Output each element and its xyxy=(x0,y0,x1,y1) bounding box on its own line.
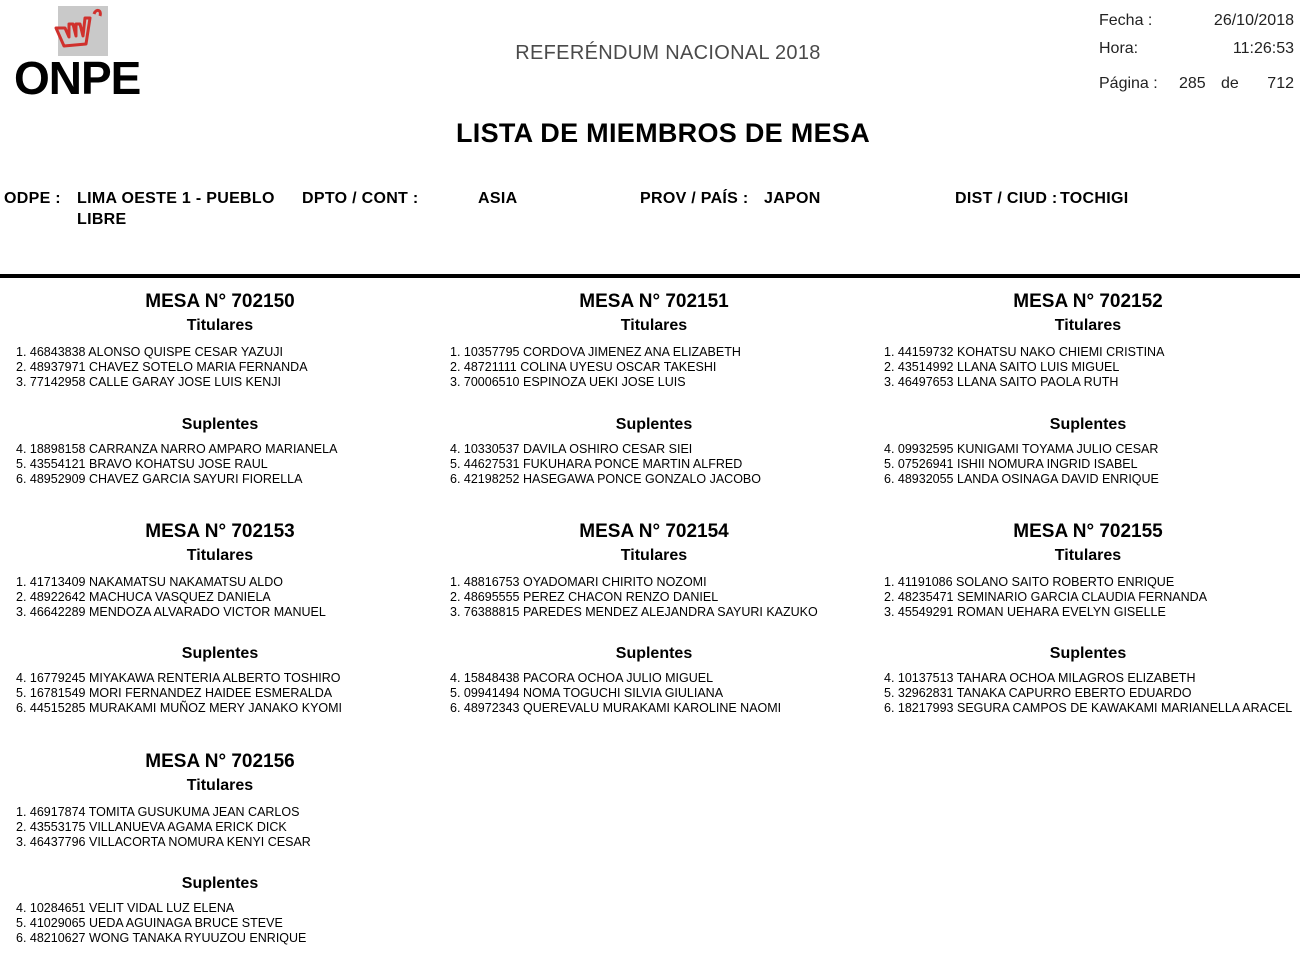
list-item: 2. 48721111 COLINA UYESU OSCAR TAKESHI xyxy=(450,360,717,374)
titulares-list xyxy=(16,345,308,390)
pagina-value: 285 xyxy=(1179,75,1206,92)
suplentes-heading: Suplentes xyxy=(181,416,259,433)
odpe-label: ODPE : xyxy=(4,190,61,207)
page-title: LISTA DE MIEMBROS DE MESA xyxy=(455,118,871,148)
titulares-list xyxy=(884,345,1164,390)
list-item: 3. 77142958 CALLE GARAY JOSE LUIS KENJI xyxy=(16,375,281,389)
list-item: 3. 45549291 ROMAN UEHARA EVELYN GISELLE xyxy=(884,605,1166,619)
prov-value: JAPON xyxy=(764,190,821,207)
odpe-value xyxy=(77,188,275,230)
list-item: 4. 10137513 TAHARA OCHOA MILAGROS ELIZABETH xyxy=(884,671,1196,685)
logo-text: ONPE xyxy=(14,52,141,104)
suplentes-heading: Suplentes xyxy=(181,875,259,892)
list-item: 1. 41713409 NAKAMATSU NAKAMATSU ALDO xyxy=(16,575,284,589)
list-item: 6. 48972343 QUEREVALU MURAKAMI KAROLINE NAOMI xyxy=(450,701,782,715)
mesa-title: MESA N° 702156 xyxy=(145,751,295,772)
list-item: 2. 43553175 VILLANUEVA AGAMA ERICK DICK xyxy=(16,820,287,834)
mesa-title: MESA N° 702155 xyxy=(1013,521,1163,542)
list-item: 4. 18898158 CARRANZA NARRO AMPARO MARIANELA xyxy=(16,442,338,456)
suplentes-list xyxy=(450,671,781,716)
list-item: 5. 41029065 UEDA AGUINAGA BRUCE STEVE xyxy=(16,916,283,930)
titulares-list xyxy=(16,575,326,620)
list-item: 5. 09941494 NOMA TOGUCHI SILVIA GIULIANA xyxy=(450,686,724,700)
list-item: 6. 18217993 SEGURA CAMPOS DE KAWAKAMI MARIANELLA ARACEL xyxy=(884,701,1293,715)
dist-value: TOCHIGI xyxy=(1060,190,1129,207)
list-item: 6. 48210627 WONG TANAKA RYUUZOU ENRIQUE xyxy=(16,931,307,945)
suplentes-heading: Suplentes xyxy=(1049,416,1127,433)
list-item: 1. 41191086 SOLANO SAITO ROBERTO ENRIQUE xyxy=(884,575,1175,589)
suplentes-list xyxy=(450,442,761,487)
dpto-label: DPTO / CONT : xyxy=(302,190,419,207)
titulares-list xyxy=(16,805,311,850)
titulares-heading: Titulares xyxy=(620,317,688,334)
mesa-title: MESA N° 702152 xyxy=(1013,291,1163,312)
list-item: 1. 48816753 OYADOMARI CHIRITO NOZOMI xyxy=(450,575,707,589)
total-pages: 712 xyxy=(1267,75,1294,92)
list-item: 2. 48937971 CHAVEZ SOTELO MARIA FERNANDA xyxy=(16,360,308,374)
list-item: 6. 44515285 MURAKAMI MUÑOZ MERY JANAKO KYOMI xyxy=(16,701,343,715)
titulares-heading: Titulares xyxy=(620,547,688,564)
list-item: 4. 15848438 PACORA OCHOA JULIO MIGUEL xyxy=(450,671,714,685)
prov-label: PROV / PAÍS : xyxy=(640,190,749,207)
list-item: 5. 32962831 TANAKA CAPURRO EBERTO EDUARDO xyxy=(884,686,1192,700)
header-divider xyxy=(0,274,1300,278)
list-item: 1. 46843838 ALONSO QUISPE CESAR YAZUJI xyxy=(16,345,284,359)
list-item: 5. 43554121 BRAVO KOHATSU JOSE RAUL xyxy=(16,457,268,471)
dpto-value: ASIA xyxy=(478,190,518,207)
suplentes-list xyxy=(16,901,306,946)
fecha-value: 26/10/2018 xyxy=(1213,12,1294,29)
election-name: REFERÉNDUM NACIONAL 2018 xyxy=(515,42,821,64)
suplentes-list xyxy=(884,671,1292,716)
list-item: 1. 46917874 TOMITA GUSUKUMA JEAN CARLOS xyxy=(16,805,300,819)
titulares-heading: Titulares xyxy=(1054,317,1122,334)
list-item: 6. 48932055 LANDA OSINAGA DAVID ENRIQUE xyxy=(884,472,1159,486)
titulares-heading: Titulares xyxy=(186,777,254,794)
suplentes-heading: Suplentes xyxy=(615,416,693,433)
titulares-heading: Titulares xyxy=(186,317,254,334)
list-item: 2. 48695555 PEREZ CHACON RENZO DANIEL xyxy=(450,590,719,604)
de-label: de xyxy=(1221,75,1239,92)
list-item: 4. 10330537 DAVILA OSHIRO CESAR SIEI xyxy=(450,442,693,456)
suplentes-list xyxy=(16,671,342,716)
suplentes-heading: Suplentes xyxy=(615,645,693,662)
mesa-title: MESA N° 702153 xyxy=(145,521,295,542)
list-item: 1. 44159732 KOHATSU NAKO CHIEMI CRISTINA xyxy=(884,345,1165,359)
list-item: 4. 09932595 KUNIGAMI TOYAMA JULIO CESAR xyxy=(884,442,1159,456)
list-item: 2. 48922642 MACHUCA VASQUEZ DANIELA xyxy=(16,590,271,604)
list-item: 6. 42198252 HASEGAWA PONCE GONZALO JACOBO xyxy=(450,472,761,486)
suplentes-heading: Suplentes xyxy=(1049,645,1127,662)
suplentes-list xyxy=(16,442,337,487)
list-item: 6. 48952909 CHAVEZ GARCIA SAYURI FIORELLA xyxy=(16,472,303,486)
titulares-list xyxy=(450,575,818,620)
list-item: 3. 70006510 ESPINOZA UEKI JOSE LUIS xyxy=(450,375,686,389)
list-item: 3. 46437796 VILLACORTA NOMURA KENYI CESAR xyxy=(16,835,311,849)
list-item: 3. 76388815 PAREDES MENDEZ ALEJANDRA SAYURI KAZUKO xyxy=(450,605,818,619)
list-item: 4. 10284651 VELIT VIDAL LUZ ELENA xyxy=(16,901,235,915)
list-item: 4. 16779245 MIYAKAWA RENTERIA ALBERTO TOSHIRO xyxy=(16,671,341,685)
titulares-heading: Titulares xyxy=(1054,547,1122,564)
hora-label: Hora: xyxy=(1099,40,1139,57)
list-item: 1. 10357795 CORDOVA JIMENEZ ANA ELIZABETH xyxy=(450,345,741,359)
fecha-label: Fecha : xyxy=(1099,12,1153,29)
list-item: 5. 44627531 FUKUHARA PONCE MARTIN ALFRED xyxy=(450,457,743,471)
mesa-title: MESA N° 702154 xyxy=(579,521,729,542)
list-item: 2. 48235471 SEMINARIO GARCIA CLAUDIA FERNANDA xyxy=(884,590,1208,604)
odpe-value-line-2: LIBRE xyxy=(77,211,127,228)
list-item: 5. 16781549 MORI FERNANDEZ HAIDEE ESMERALDA xyxy=(16,686,333,700)
list-item: 3. 46642289 MENDOZA ALVARADO VICTOR MANUEL xyxy=(16,605,326,619)
dist-label: DIST / CIUD : xyxy=(955,190,1058,207)
titulares-list xyxy=(450,345,741,390)
mesa-title: MESA N° 702150 xyxy=(145,291,295,312)
titulares-heading: Titulares xyxy=(186,547,254,564)
titulares-list xyxy=(884,575,1207,620)
pagina-label: Página : xyxy=(1099,75,1158,92)
hora-value: 11:26:53 xyxy=(1232,40,1294,57)
odpe-value-line-1: LIMA OESTE 1 - PUEBLO xyxy=(77,190,275,207)
list-item: 2. 43514992 LLANA SAITO LUIS MIGUEL xyxy=(884,360,1120,374)
mesa-title: MESA N° 702151 xyxy=(579,291,729,312)
list-item: 3. 46497653 LLANA SAITO PAOLA RUTH xyxy=(884,375,1119,389)
suplentes-list xyxy=(884,442,1159,487)
list-item: 5. 07526941 ISHII NOMURA INGRID ISABEL xyxy=(884,457,1138,471)
suplentes-heading: Suplentes xyxy=(181,645,259,662)
